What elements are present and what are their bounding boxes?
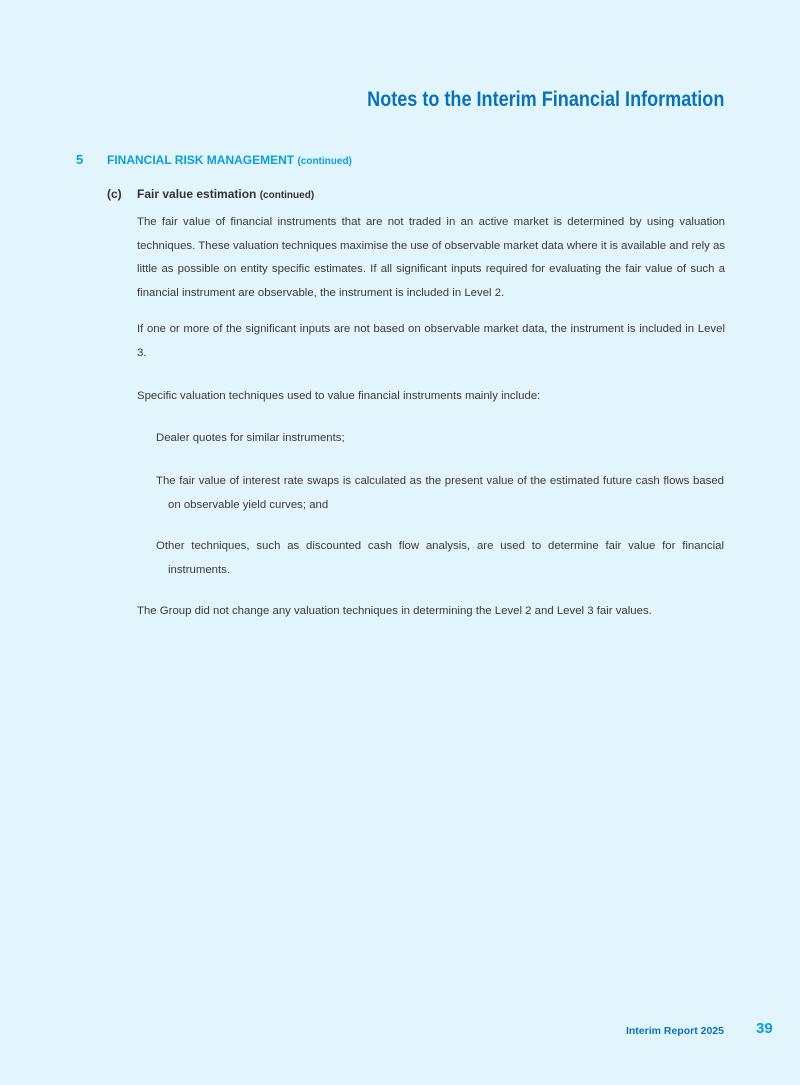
paragraph-level-3: If one or more of the significant inputs are not based on observable market data, the instrument is included in Level 3. <box>137 323 725 359</box>
footer-report-name: Interim Report 2025 <box>625 1025 724 1037</box>
paragraph-no-change: The Group did not change any valuation techniques in determining the Level 2 and Level 3 fair values. <box>137 605 652 617</box>
section-heading <box>107 153 352 167</box>
page-title: Notes to the Interim Financial Information <box>366 88 724 111</box>
subsection-label: (c) <box>107 187 122 201</box>
paragraph-level-2: The fair value of financial instruments that are not traded in an active market is determined by using valuation techniques. These valuation techniques maximise the use of observable market data where it is available and rely as little as possible on entity specific estimates. If all significant inputs required for evaluating the fair value of such a financial instrument are observable, the instrument is included in Level 2. <box>137 216 726 299</box>
technique-item: Other techniques, such as discounted cash flow analysis, are used to determine fair value for financial instruments. <box>156 540 724 576</box>
section-continued-label: (continued) <box>297 156 352 167</box>
technique-item: Dealer quotes for similar instruments; <box>156 432 345 444</box>
section-number: 5 <box>76 152 84 167</box>
subsection-continued-label: (continued) <box>259 190 315 201</box>
subsection-title: Fair value estimation <box>137 187 257 201</box>
subsection-heading <box>137 187 314 201</box>
paragraph-techniques-intro: Specific valuation techniques used to value financial instruments mainly include: <box>137 390 541 402</box>
page-number: 39 <box>756 1020 773 1037</box>
technique-item: The fair value of interest rate swaps is calculated as the present value of the estimated future cash flows based on observable yield curves; and <box>156 475 724 511</box>
section-title: FINANCIAL RISK MANAGEMENT <box>107 153 295 167</box>
